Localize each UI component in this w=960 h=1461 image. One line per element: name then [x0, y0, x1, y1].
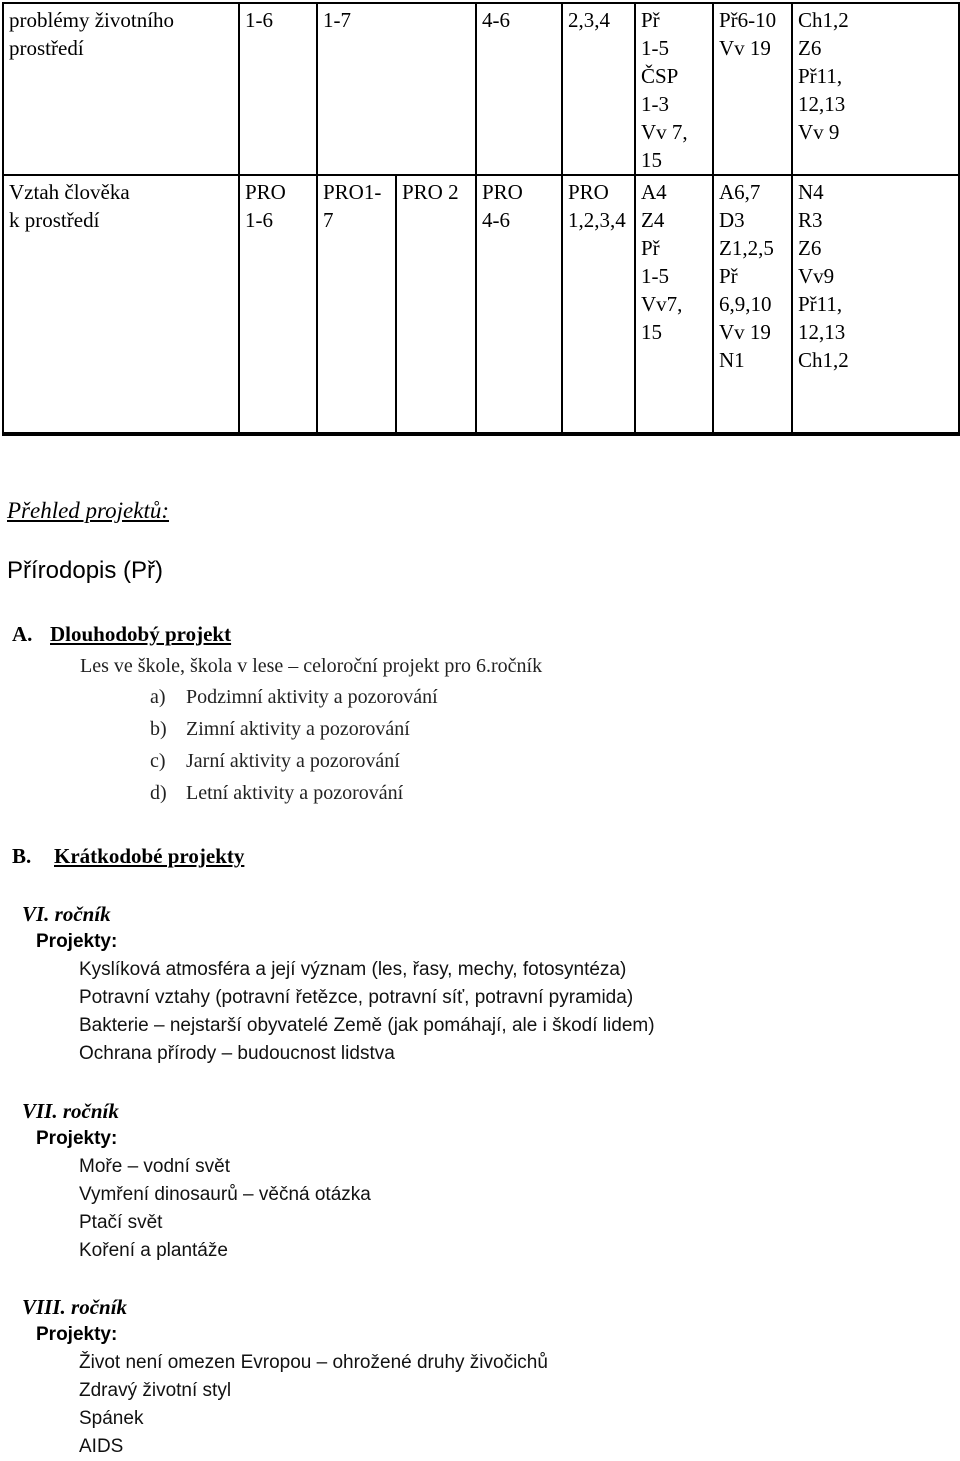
cell-text: Z6: [798, 236, 822, 260]
cell-text: 4-6: [482, 208, 510, 232]
project-item: Ochrana přírody – budoucnost lidstva: [79, 1043, 395, 1064]
section-a-intro: Les ve škole, škola v lese – celoroční projekt pro 6.ročník: [80, 655, 543, 677]
table-cell: [562, 175, 635, 433]
cell-text: Vztah člověka: [9, 180, 130, 204]
cell-text: prostředí: [9, 36, 84, 60]
grade-title: VIII. ročník: [22, 1295, 128, 1319]
cell-text: Z4: [641, 208, 665, 232]
project-item: Moře – vodní svět: [79, 1156, 231, 1177]
table-cell: [635, 3, 713, 175]
table-cell: [792, 175, 959, 433]
cross-curricular-table: [2, 2, 960, 436]
project-item: Potravní vztahy (potravní řetězce, potravní síť, potravní pyramida): [79, 987, 634, 1008]
project-item: AIDS: [79, 1436, 124, 1457]
cell-text: Vv7,: [641, 292, 683, 316]
cell-text: N4: [798, 180, 824, 204]
cell-text: 6,9,10: [719, 292, 772, 316]
table-row: [3, 175, 959, 433]
cell-text: Ch1,2: [798, 8, 849, 32]
cell-text: 1-5: [641, 264, 669, 288]
table-cell: [713, 3, 792, 175]
project-item: Ptačí svět: [79, 1212, 163, 1233]
cell-text: N1: [719, 348, 745, 372]
table-cell: [396, 175, 476, 433]
cell-text: 4-6: [482, 8, 510, 32]
cell-text: Vv 19: [719, 36, 771, 60]
section-a-marker: A.: [12, 622, 33, 646]
grade-title: VI. ročník: [22, 902, 111, 926]
table-cell: [635, 175, 713, 433]
cell-text: A4: [641, 180, 667, 204]
table-cell: [562, 3, 635, 175]
cell-text: PRO: [482, 180, 523, 204]
cell-text: Př11,: [798, 64, 843, 88]
section-b-title: Krátkodobé projekty: [54, 844, 245, 868]
cell-text: ČSP: [641, 64, 679, 88]
list-item: Jarní aktivity a pozorování: [186, 750, 400, 772]
table-cell: [713, 175, 792, 433]
overview-heading: Přehled projektů:: [7, 498, 170, 523]
table-cell: [476, 175, 562, 433]
cell-text: Vv 9: [798, 120, 840, 144]
project-item: Zdravý životní styl: [79, 1380, 232, 1401]
cell-text: 1-6: [245, 208, 273, 232]
cell-text: 15: [641, 148, 662, 172]
cell-text: Př6-10: [719, 8, 777, 32]
cell-text: Vv 19: [719, 320, 771, 344]
project-item: Kyslíková atmosféra a její význam (les, řasy, mechy, fotosyntéza): [79, 959, 627, 980]
cell-text: 1,2,3,4: [568, 208, 626, 232]
cell-text: Z6: [798, 36, 822, 60]
projects-label: Projekty:: [36, 1324, 118, 1345]
cell-text: Př: [641, 236, 660, 260]
table-cell: [476, 3, 562, 175]
cell-text: Př: [719, 264, 738, 288]
list-item: Letní aktivity a pozorování: [186, 782, 404, 804]
list-item-marker: d): [150, 782, 167, 804]
project-item: Spánek: [79, 1408, 144, 1429]
cell-text: R3: [798, 208, 823, 232]
cell-text: D3: [719, 208, 745, 232]
cell-text: 7: [323, 208, 334, 232]
table-cell: [317, 175, 396, 433]
projects-label: Projekty:: [36, 1128, 118, 1149]
table-row: [3, 3, 959, 175]
cell-text: 1-3: [641, 92, 669, 116]
table-cell: [317, 3, 476, 175]
cell-text: 1-6: [245, 8, 273, 32]
cell-text: 15: [641, 320, 662, 344]
cell-text: 2,3,4: [568, 8, 610, 32]
project-item: Život není omezen Evropou – ohrožené druhy živočichů: [79, 1352, 548, 1373]
cell-text: 12,13: [798, 320, 846, 344]
row-label: [3, 175, 239, 433]
row-label: [3, 3, 239, 175]
cell-text: Př11,: [798, 292, 843, 316]
project-item: Vymření dinosaurů – věčná otázka: [79, 1184, 371, 1205]
table-cell: [239, 175, 317, 433]
cell-text: k prostředí: [9, 208, 100, 232]
cell-text: PRO: [568, 180, 609, 204]
cell-text: Př: [641, 8, 660, 32]
table-cell: [792, 3, 959, 175]
project-item: Koření a plantáže: [79, 1240, 228, 1261]
list-item-marker: c): [150, 750, 166, 772]
section-a-title: Dlouhodobý projekt: [50, 622, 232, 646]
section-b-marker: B.: [12, 844, 32, 868]
cell-text: problémy životního: [9, 8, 175, 32]
cell-text: 1-7: [323, 8, 351, 32]
cell-text: Vv 7,: [641, 120, 688, 144]
subject-title: Přírodopis (Př): [7, 557, 164, 584]
cell-text: PRO: [245, 180, 286, 204]
project-item: Bakterie – nejstarší obyvatelé Země (jak pomáhají, ale i škodí lidem): [79, 1015, 655, 1036]
list-item-marker: b): [150, 718, 167, 740]
table-cell: [239, 3, 317, 175]
cell-text: PRO 2: [402, 180, 459, 204]
cell-text: Z1,2,5: [719, 236, 774, 260]
grade-title: VII. ročník: [22, 1099, 119, 1123]
cell-text: PRO1-: [323, 180, 382, 204]
list-item: Podzimní aktivity a pozorování: [186, 686, 438, 708]
cell-text: 12,13: [798, 92, 846, 116]
list-item-marker: a): [150, 686, 166, 708]
cell-text: 1-5: [641, 36, 669, 60]
cell-text: Vv9: [798, 264, 835, 288]
list-item: Zimní aktivity a pozorování: [186, 718, 410, 740]
cell-text: A6,7: [719, 180, 761, 204]
cell-text: Ch1,2: [798, 348, 849, 372]
projects-label: Projekty:: [36, 931, 118, 952]
